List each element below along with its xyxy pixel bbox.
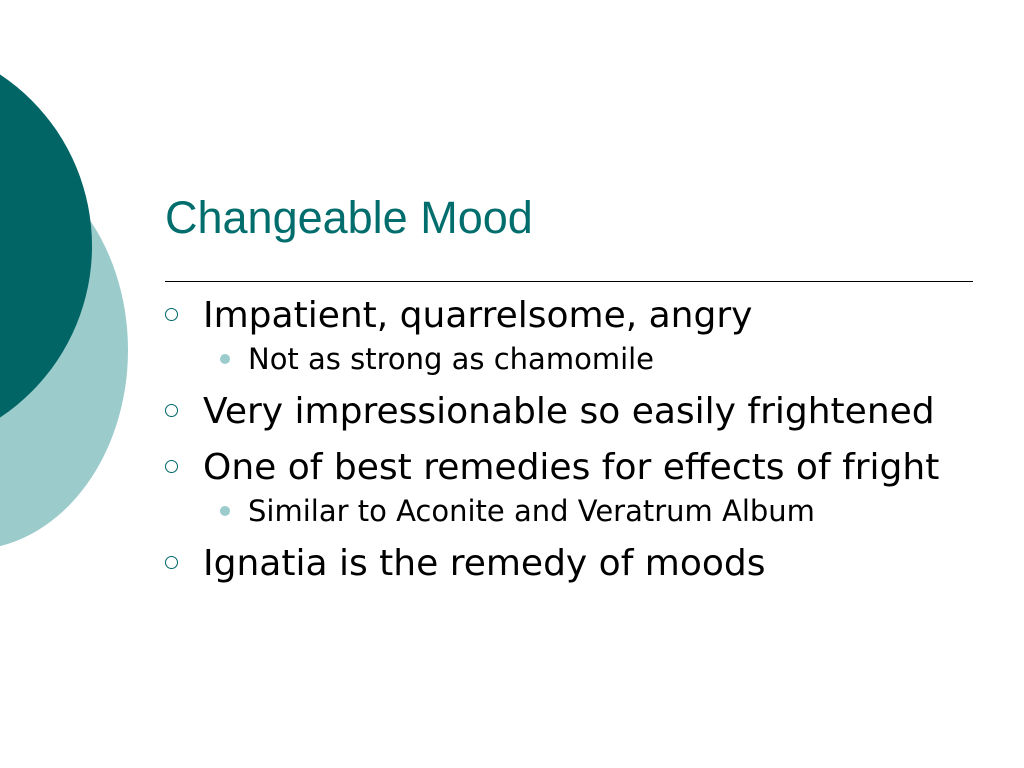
dot-bullet-icon [220,506,230,516]
hollow-circle-bullet-icon [165,308,178,321]
sub-bullet-item [165,339,965,379]
sub-bullet-text: Similar to Aconite and Veratrum Album [248,494,815,528]
hollow-circle-bullet-icon [165,404,178,417]
bullet-text: One of best remedies for effects of fright [203,447,940,488]
bullet-text: Very impressionable so easily frightened [203,391,935,432]
slide-title: Changeable Mood [165,192,533,243]
bullet-item [165,292,965,339]
hollow-circle-bullet-icon [165,460,178,473]
bullet-text: Ignatia is the remedy of moods [203,543,766,584]
bullet-text: Impatient, quarrelsome, angry [203,295,753,336]
bullet-list [165,292,965,587]
bullet-item [165,540,965,587]
sub-bullet-text: Not as strong as chamomile [248,342,655,376]
sub-bullet-item [165,491,965,531]
title-divider [165,281,973,282]
bullet-item [165,444,965,491]
bullet-item [165,388,965,435]
hollow-circle-bullet-icon [165,556,178,569]
dot-bullet-icon [220,354,230,364]
